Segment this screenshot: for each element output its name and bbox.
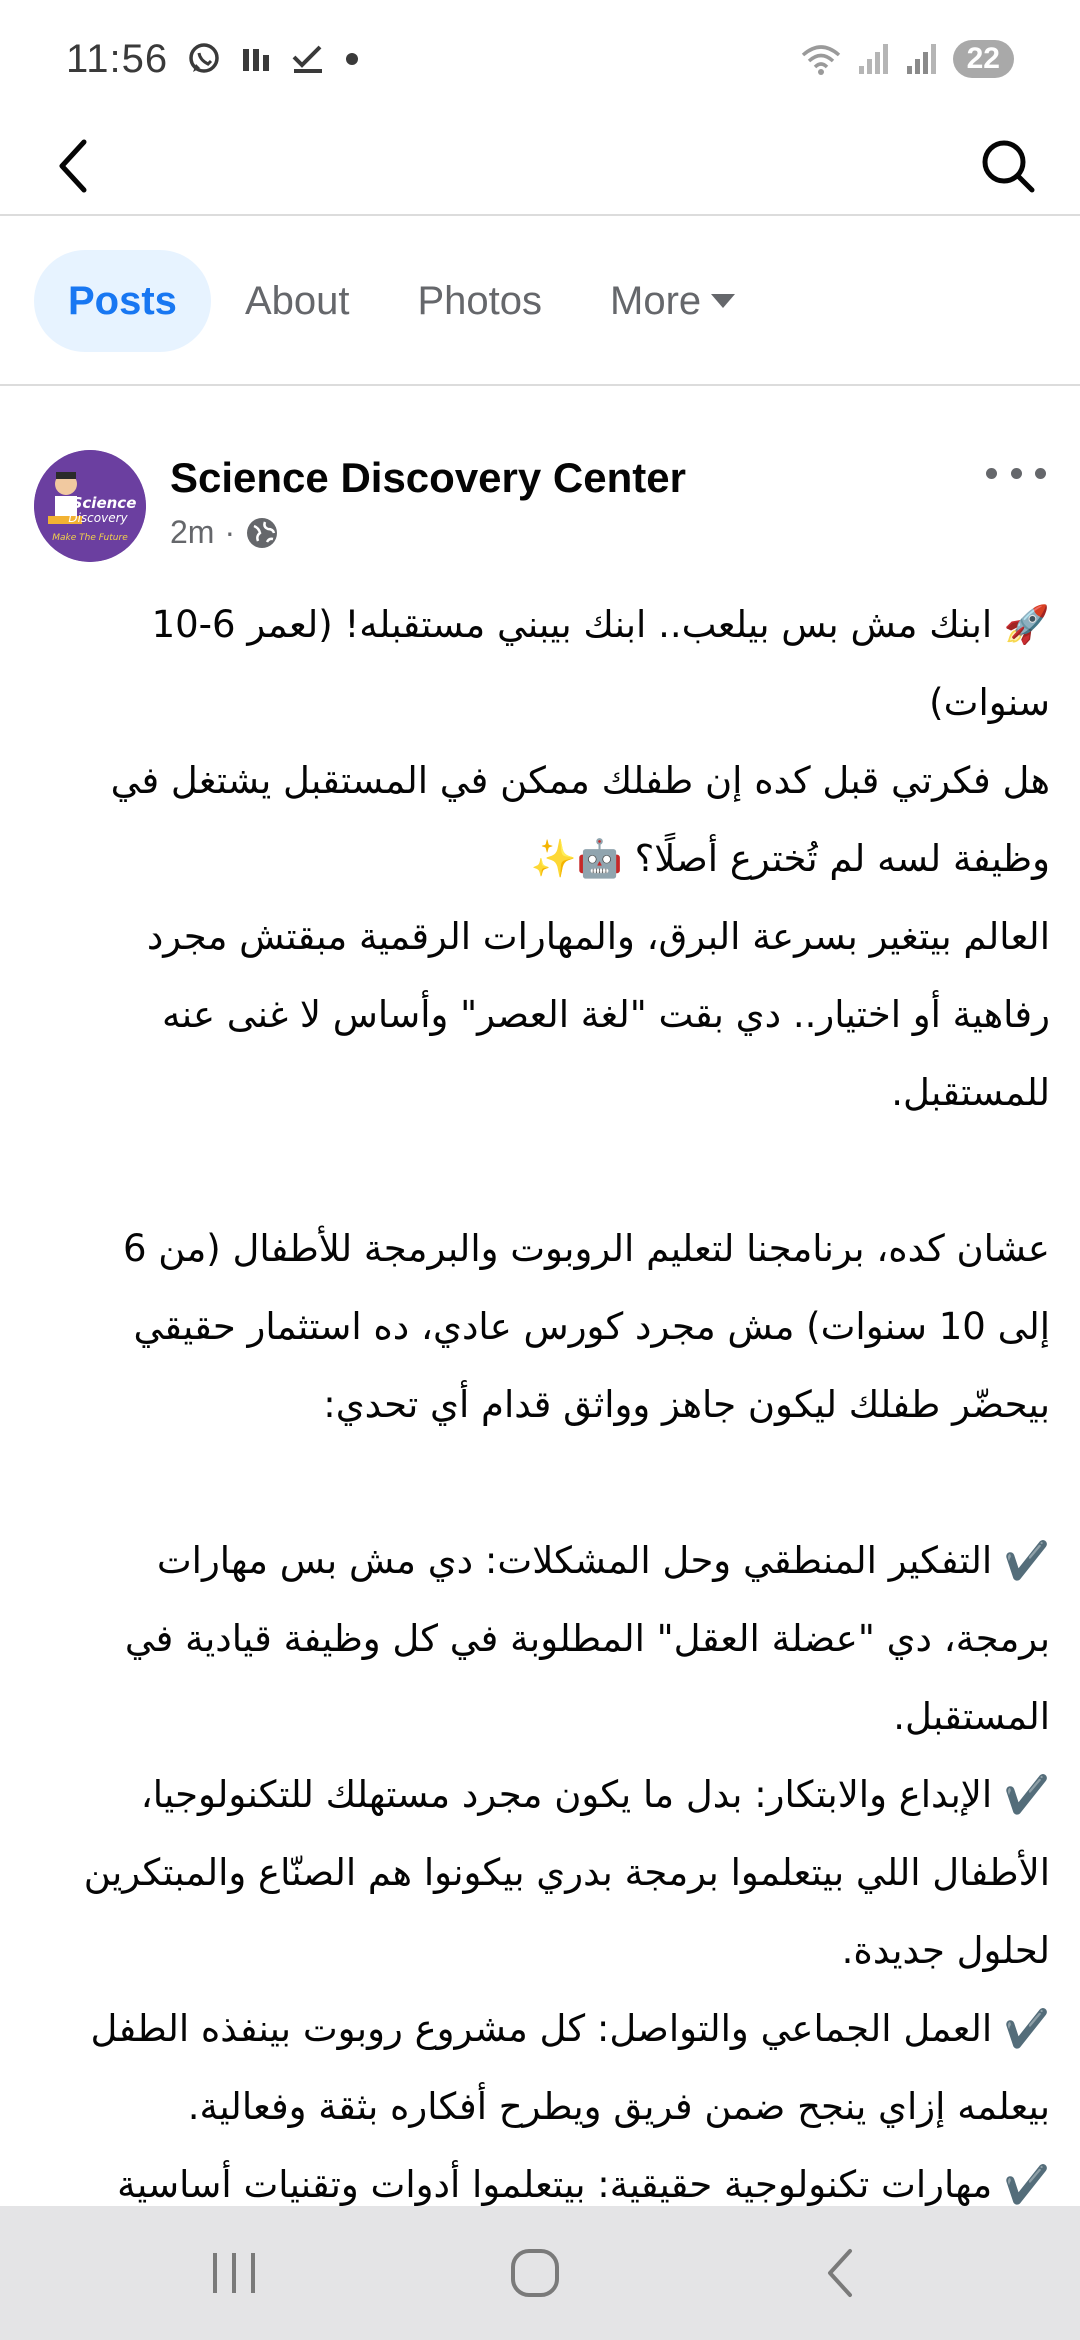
avatar[interactable]	[34, 450, 146, 562]
status-bar	[0, 0, 1080, 118]
header-divider	[0, 214, 1080, 216]
recents-button[interactable]	[164, 2206, 304, 2340]
meta-separator: ·	[224, 514, 236, 550]
post-line: ✔️ التفكير المنطقي وحل المشكلات: دي مش بس مهارات برمجة، دي "عضلة العقل" المطلوبة في كل وظيفة قيادية في المستقبل.	[124, 1539, 1050, 1738]
tab-more[interactable]: More	[576, 250, 769, 352]
whatsapp-icon	[186, 41, 222, 77]
svg-text:Discovery: Discovery	[68, 511, 128, 525]
tab-about[interactable]: About	[244, 278, 350, 323]
status-notification-icons	[186, 41, 360, 77]
post-line: عشان كده، برنامجنا لتعليم الروبوت والبرمجة للأطفال (من 6 إلى 10 سنوات) مش مجرد كورس عادي، ده استثمار حقيقي بيحضّر طفلك ليكون جاهز وواثق قدام أي تحدي:	[123, 1227, 1050, 1426]
search-button[interactable]	[972, 130, 1044, 202]
home-button[interactable]	[465, 2206, 605, 2340]
cell-signal-icon	[905, 42, 939, 76]
cell-signal-icon	[857, 42, 891, 76]
svg-text:Make The Future: Make The Future	[52, 533, 128, 543]
back-button[interactable]	[40, 132, 108, 200]
home-icon	[509, 2247, 561, 2299]
paragraph-gap	[60, 1132, 1050, 1210]
system-nav-bar	[0, 2206, 1080, 2340]
back-arrow-icon	[54, 136, 94, 196]
post-time[interactable]: 2m	[170, 514, 215, 550]
post-line: 🚀 ابنك مش بس بيلعب.. ابنك بيبني مستقبله! (لعمر 6-10 سنوات)	[151, 603, 1050, 724]
globe-icon	[245, 516, 279, 550]
post-line: هل فكرتي قبل كده إن طفلك ممكن في المستقبل يشتغل في وظيفة لسه لم تُخترع أصلًا؟ 🤖✨	[110, 759, 1050, 880]
recents-icon	[209, 2250, 259, 2296]
post-line: ✔️ مهارات تكنولوجية حقيقية: بيتعلموا أدوات وتقنيات أساسية	[117, 2163, 1050, 2206]
page-name[interactable]: Science Discovery Center	[170, 454, 686, 501]
nav-back-button[interactable]	[770, 2206, 910, 2340]
svg-text:Science: Science	[71, 494, 137, 512]
tabs-divider	[0, 384, 1080, 386]
profile-tabs	[34, 250, 769, 352]
signal-bars-icon	[240, 43, 272, 75]
post-meta	[170, 514, 279, 551]
dot-icon	[1035, 468, 1046, 479]
check-icon	[290, 43, 326, 75]
dot-icon	[986, 468, 997, 479]
wifi-icon	[799, 41, 843, 77]
paragraph-gap	[60, 1444, 1050, 1522]
caret-down-icon	[711, 294, 735, 308]
post-line: العالم بيتغير بسرعة البرق، والمهارات الرقمية مبقتش مجرد رفاهية أو اختيار.. دي بقت "لغة العصر" وأساس لا غنى عنه للمستقبل.	[146, 915, 1050, 1114]
app-header	[0, 118, 1080, 214]
battery-icon: 22	[953, 40, 1014, 78]
post-line: ✔️ العمل الجماعي والتواصل: كل مشروع روبوت بينفذه الطفل بيعلمه إزاي ينجح ضمن فريق ويطرح أفكاره بثقة وفعالية.	[90, 2007, 1050, 2128]
post-body	[60, 586, 1050, 2224]
post-header	[34, 450, 1046, 566]
nav-back-icon	[822, 2247, 858, 2299]
dot-icon	[344, 51, 360, 67]
status-system-icons	[799, 40, 1014, 78]
tab-photos[interactable]: Photos	[417, 278, 542, 323]
tab-posts[interactable]: Posts	[34, 250, 211, 352]
dot-icon	[1011, 468, 1022, 479]
post-options-button[interactable]	[986, 458, 1046, 488]
page-logo	[34, 450, 146, 562]
search-icon	[979, 137, 1037, 195]
post-line: ✔️ الإبداع والابتكار: بدل ما يكون مجرد مستهلك للتكنولوجيا، الأطفال اللي بيتعلموا برمجة بدري بيكونوا هم الصنّاع والمبتكرين لحلول جديدة.	[83, 1773, 1050, 1972]
status-time: 11:56	[66, 36, 169, 81]
